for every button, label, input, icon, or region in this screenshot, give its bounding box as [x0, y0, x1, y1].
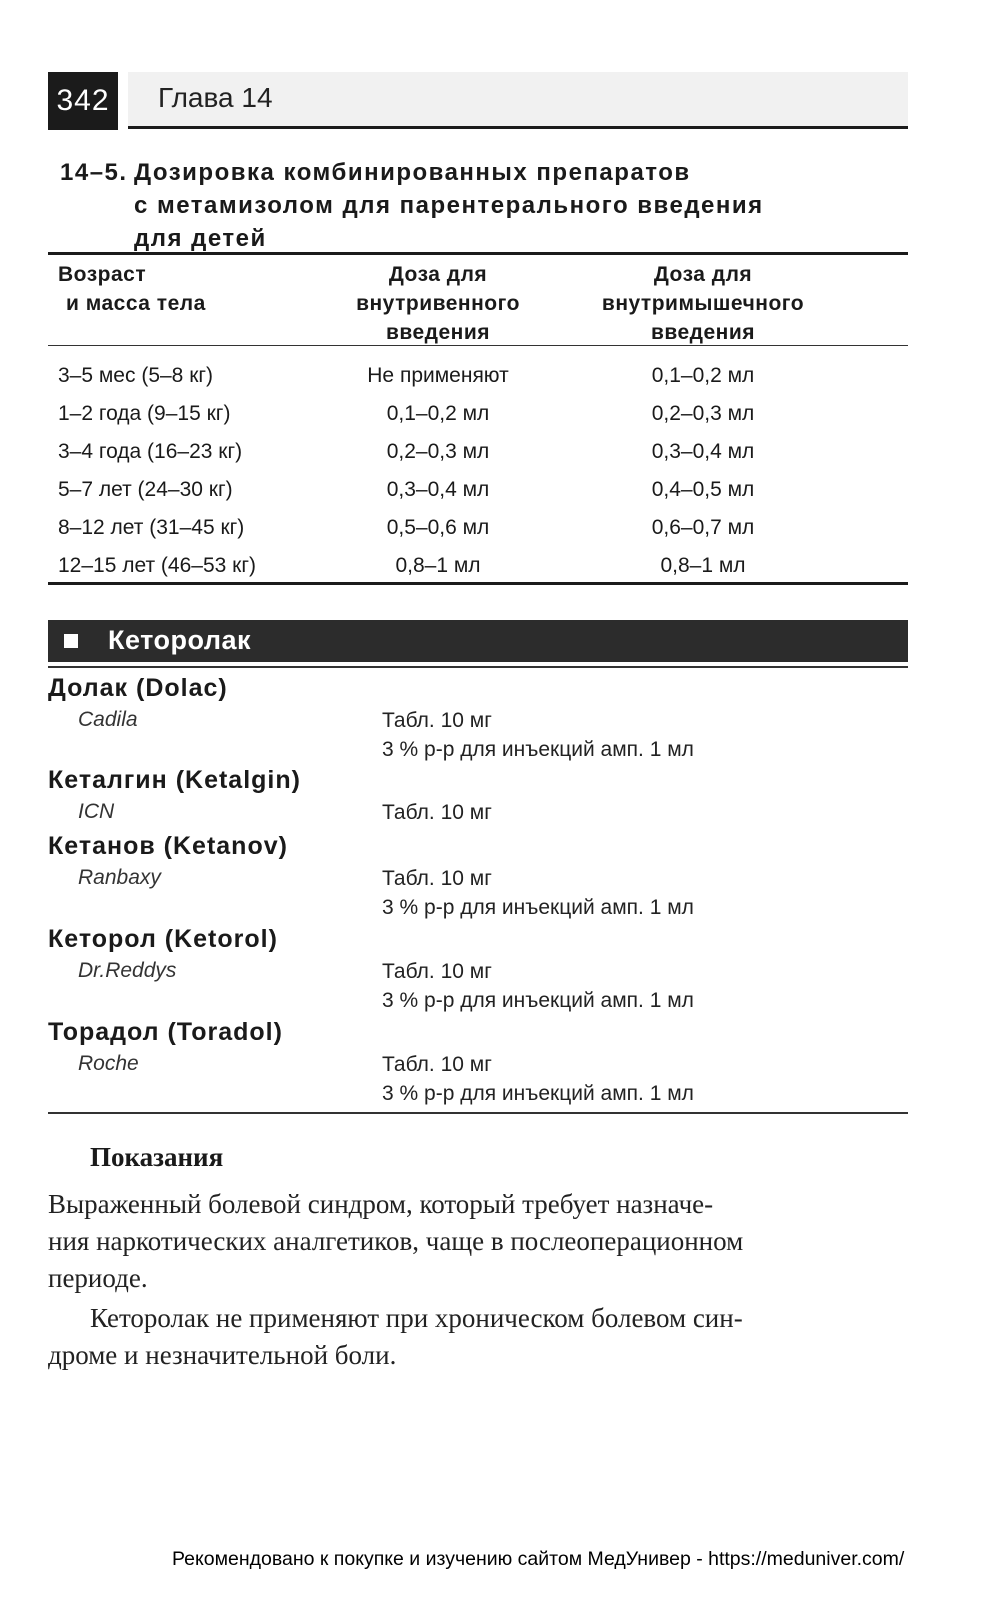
- section-divider: [48, 666, 908, 668]
- drug-name: Торадол (Toradol): [48, 1018, 283, 1046]
- cell-age: 8–12 лет (31–45 кг): [58, 516, 245, 539]
- table-title-line: Дозировка комбинированных препаратов: [134, 159, 691, 186]
- table-row: [48, 516, 908, 554]
- table-title-line: для детей: [134, 225, 267, 252]
- square-bullet-icon: [64, 634, 78, 648]
- cell-age: 1–2 года (9–15 кг): [58, 402, 231, 425]
- section-header: [48, 620, 908, 662]
- cell-age: 5–7 лет (24–30 кг): [58, 478, 233, 501]
- cell-im: 0,3–0,4 мл: [651, 440, 755, 463]
- cell-iv: Не применяют: [367, 364, 509, 387]
- drug-forms: Табл. 10 мг 3 % р-р для инъекций амп. 1 мл: [382, 867, 694, 919]
- cell-iv: 0,8–1 мл: [395, 554, 481, 577]
- drug-manufacturer: ICN: [78, 800, 115, 823]
- cell-iv: 0,5–0,6 мл: [386, 516, 490, 539]
- table-bottom-rule: [48, 582, 908, 585]
- header-age: Возраст и масса тела: [58, 263, 206, 315]
- section-title: Кеторолак: [108, 625, 251, 655]
- chapter-header: [128, 72, 908, 129]
- table-row: [48, 554, 908, 592]
- drug-forms: Табл. 10 мг 3 % р-р для инъекций амп. 1 мл: [382, 1053, 694, 1105]
- cell-iv: 0,3–0,4 мл: [386, 478, 490, 501]
- page-number: 342: [48, 72, 118, 130]
- drug-name: Долак (Dolac): [48, 674, 228, 702]
- cell-im: 0,1–0,2 мл: [651, 364, 755, 387]
- table-row: [48, 402, 908, 440]
- drug-list-end-rule: [48, 1112, 908, 1114]
- cell-im: 0,6–0,7 мл: [651, 516, 755, 539]
- drug-forms: Табл. 10 мг: [382, 801, 492, 824]
- drug-manufacturer: Dr.Reddys: [78, 959, 177, 982]
- table-row: [48, 478, 908, 516]
- table-row: [48, 364, 908, 402]
- header-im-dose: Доза для внутримышечного введения: [601, 263, 805, 344]
- cell-age: 12–15 лет (46–53 кг): [58, 554, 256, 577]
- table-top-rule: [48, 252, 908, 255]
- table-title: [134, 156, 934, 255]
- drug-name: Кеталгин (Ketalgin): [48, 766, 301, 794]
- header-divider: [48, 345, 908, 346]
- drug-manufacturer: Ranbaxy: [78, 866, 161, 889]
- drug-name: Кетанов (Ketanov): [48, 832, 288, 860]
- cell-age: 3–5 мес (5–8 кг): [58, 364, 214, 387]
- cell-iv: 0,2–0,3 мл: [386, 440, 490, 463]
- drug-manufacturer: Roche: [78, 1052, 139, 1075]
- table-row: [48, 440, 908, 478]
- drug-forms: Табл. 10 мг 3 % р-р для инъекций амп. 1 мл: [382, 960, 694, 1012]
- cell-im: 0,2–0,3 мл: [651, 402, 755, 425]
- drug-forms: Табл. 10 мг 3 % р-р для инъекций амп. 1 мл: [382, 709, 694, 761]
- indications-heading: Показания: [90, 1142, 224, 1172]
- cell-im: 0,4–0,5 мл: [651, 478, 755, 501]
- table-number: 14–5.: [60, 159, 128, 186]
- drug-name: Кеторол (Ketorol): [48, 925, 278, 953]
- header-iv-dose: Доза для внутривенного введения: [356, 263, 520, 344]
- cell-age: 3–4 года (16–23 кг): [58, 440, 243, 463]
- cell-im: 0,8–1 мл: [660, 554, 746, 577]
- footer-watermark: Рекомендовано к покупке и изучению сайтом МедУнивер - https://meduniver.com/: [172, 1548, 905, 1570]
- table-title-line: с метамизолом для парентерального введения: [134, 192, 764, 219]
- drug-manufacturer: Cadila: [78, 708, 138, 731]
- cell-iv: 0,1–0,2 мл: [386, 402, 490, 425]
- indications-paragraph: Выраженный болевой синдром, который требует назначе- ния наркотических аналгетиков, чаще в послеоперационном периоде.: [48, 1189, 744, 1293]
- chapter-title: Глава 14: [158, 82, 273, 113]
- indications-paragraph: Кеторолак не применяют при хроническом болевом син- дроме и незначительной боли.: [48, 1303, 743, 1370]
